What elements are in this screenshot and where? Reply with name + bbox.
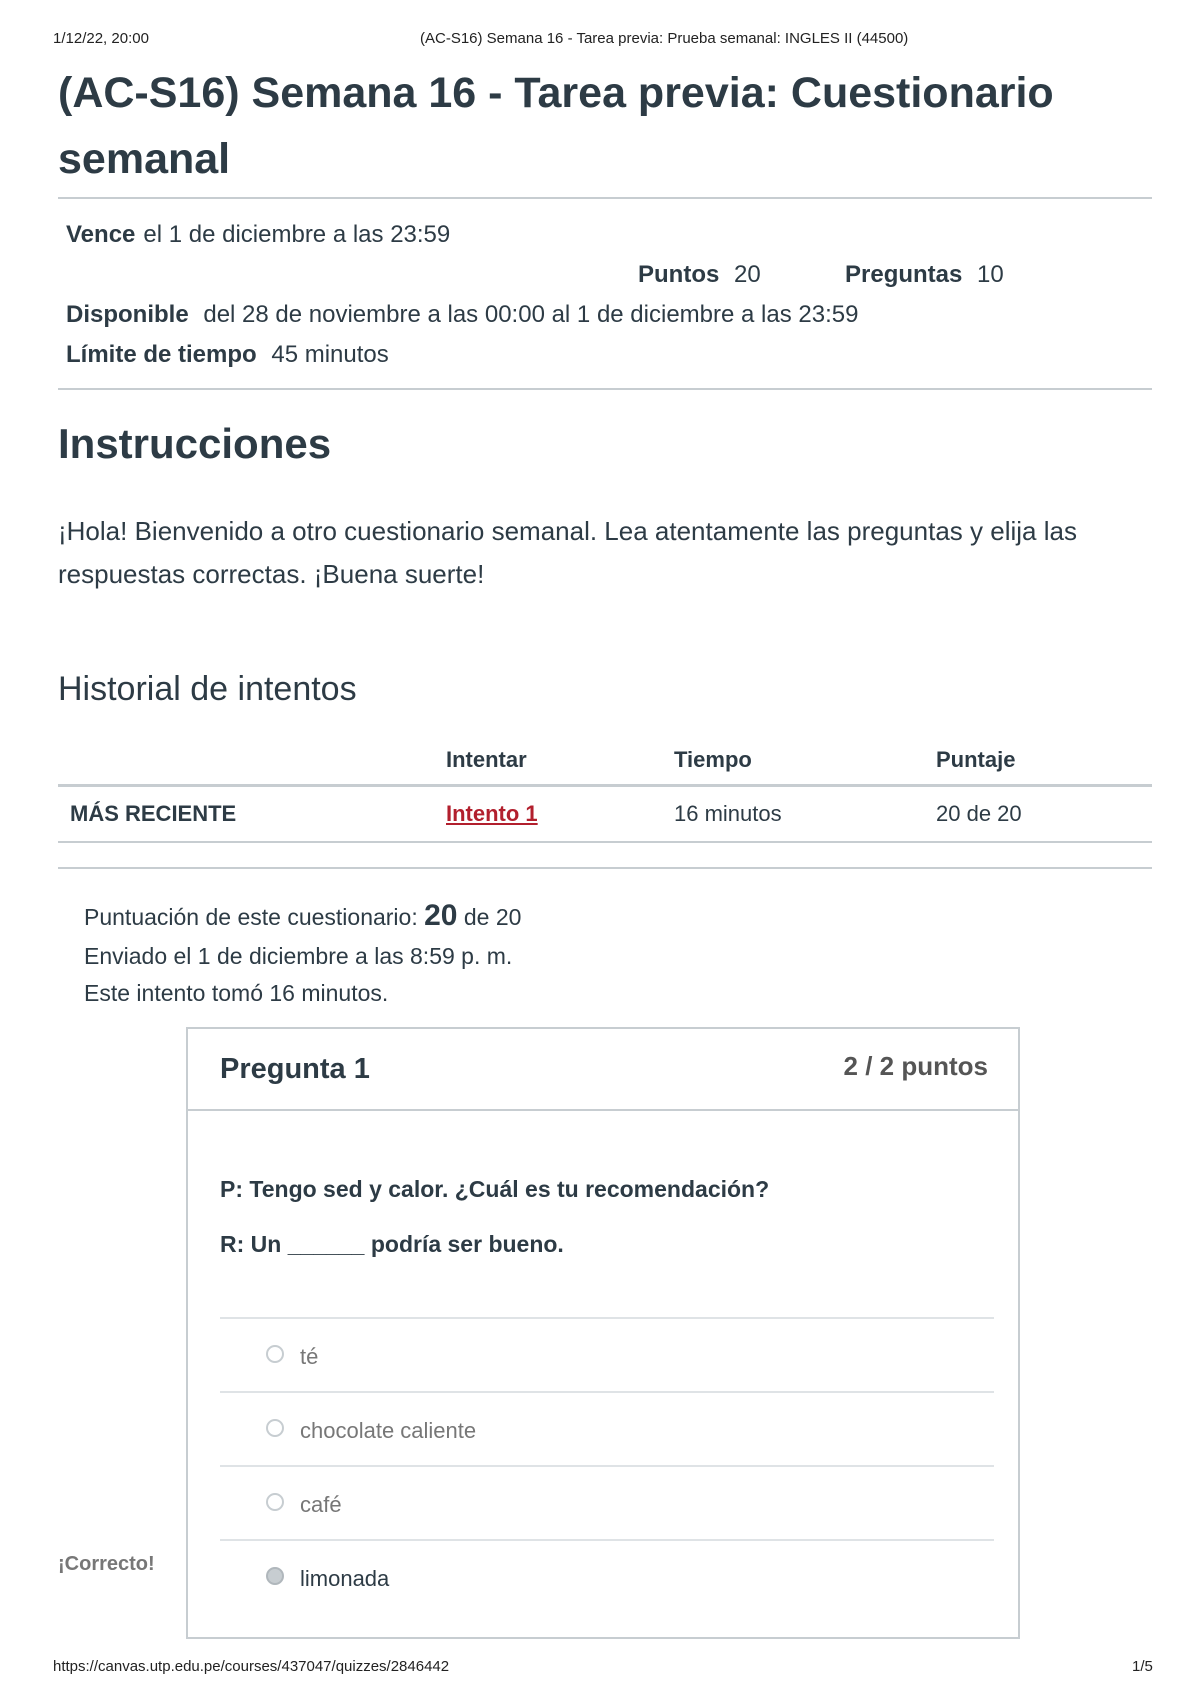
question-title: Pregunta 1 xyxy=(220,1053,370,1085)
answer-option[interactable] xyxy=(220,1391,994,1465)
time-limit xyxy=(66,341,389,369)
title-divider xyxy=(58,197,1152,199)
history-col-blank xyxy=(58,736,446,786)
meta-divider xyxy=(58,388,1152,390)
due-label: Vence xyxy=(66,221,136,248)
radio-icon[interactable] xyxy=(266,1419,284,1437)
instructions-text: ¡Hola! Bienvenido a otro cuestionario semanal. Lea atentamente las preguntas y elija las respuestas correctas. ¡Buena suerte! xyxy=(58,516,1077,589)
row-score: 20 de 20 xyxy=(936,786,1152,843)
question-card xyxy=(186,1027,1020,1639)
table-row xyxy=(58,786,1152,843)
history-divider xyxy=(58,867,1152,869)
quiz-score xyxy=(84,899,521,933)
submitted-time: Enviado el 1 de diciembre a las 8:59 p. m. xyxy=(84,943,513,969)
questions-label: Preguntas xyxy=(845,261,963,288)
history-col-time: Tiempo xyxy=(674,736,936,786)
questions-count xyxy=(845,261,1004,289)
available-value: del 28 de noviembre a las 00:00 al 1 de diciembre a las 23:59 xyxy=(203,301,859,328)
time-limit-value: 45 minutos xyxy=(271,341,389,368)
radio-icon[interactable] xyxy=(266,1493,284,1511)
availability xyxy=(66,301,858,329)
score-label: Puntuación de este cuestionario: xyxy=(84,904,418,930)
history-col-attempt: Intentar xyxy=(446,736,674,786)
score-of: de 20 xyxy=(463,904,522,930)
radio-icon[interactable] xyxy=(266,1345,284,1363)
points-label: Puntos xyxy=(638,261,720,288)
print-datetime: 1/12/22, 20:00 xyxy=(53,30,149,47)
question-header xyxy=(188,1029,1018,1111)
question-line-1: P: Tengo sed y calor. ¿Cuál es tu recomendación? xyxy=(220,1176,770,1202)
print-footer-page: 1/5 xyxy=(1132,1658,1153,1675)
score-value: 20 xyxy=(424,899,458,932)
questions-value: 10 xyxy=(977,261,1004,288)
question-line-2: R: Un ______ podría ser bueno. xyxy=(220,1231,564,1257)
attempt-duration: Este intento tomó 16 minutos. xyxy=(84,980,389,1006)
available-label: Disponible xyxy=(66,301,189,328)
answer-label: té xyxy=(300,1344,319,1369)
answer-list xyxy=(220,1317,994,1613)
correct-feedback: ¡Correcto! xyxy=(58,1553,167,1576)
radio-selected-icon[interactable] xyxy=(266,1567,284,1585)
answer-label: café xyxy=(300,1492,342,1517)
attempt-history-table xyxy=(58,736,1152,843)
points-value: 20 xyxy=(734,261,761,288)
answer-label: chocolate caliente xyxy=(300,1418,477,1443)
answer-option[interactable] xyxy=(220,1465,994,1539)
time-limit-label: Límite de tiempo xyxy=(66,341,257,368)
attempt-link[interactable]: Intento 1 xyxy=(446,801,538,826)
due-value: el 1 de diciembre a las 23:59 xyxy=(143,221,451,248)
points xyxy=(638,261,761,289)
history-heading: Historial de intentos xyxy=(58,670,357,708)
quiz-title: (AC-S16) Semana 16 - Tarea previa: Cuestionario semanal xyxy=(58,69,1054,183)
instructions-heading: Instrucciones xyxy=(58,420,332,467)
answer-option-selected[interactable] xyxy=(220,1539,994,1613)
due-date xyxy=(66,221,450,249)
print-page-title: (AC-S16) Semana 16 - Tarea previa: Prueba semanal: INGLES II (44500) xyxy=(420,30,909,47)
question-points: 2 / 2 puntos xyxy=(843,1051,988,1081)
answer-label: limonada xyxy=(300,1566,390,1591)
history-header-row xyxy=(58,736,1152,786)
row-time: 16 minutos xyxy=(674,786,936,843)
history-col-score: Puntaje xyxy=(936,736,1152,786)
answer-option[interactable] xyxy=(220,1317,994,1391)
row-label: MÁS RECIENTE xyxy=(58,786,446,843)
print-footer-url: https://canvas.utp.edu.pe/courses/437047/quizzes/2846442 xyxy=(53,1658,450,1675)
